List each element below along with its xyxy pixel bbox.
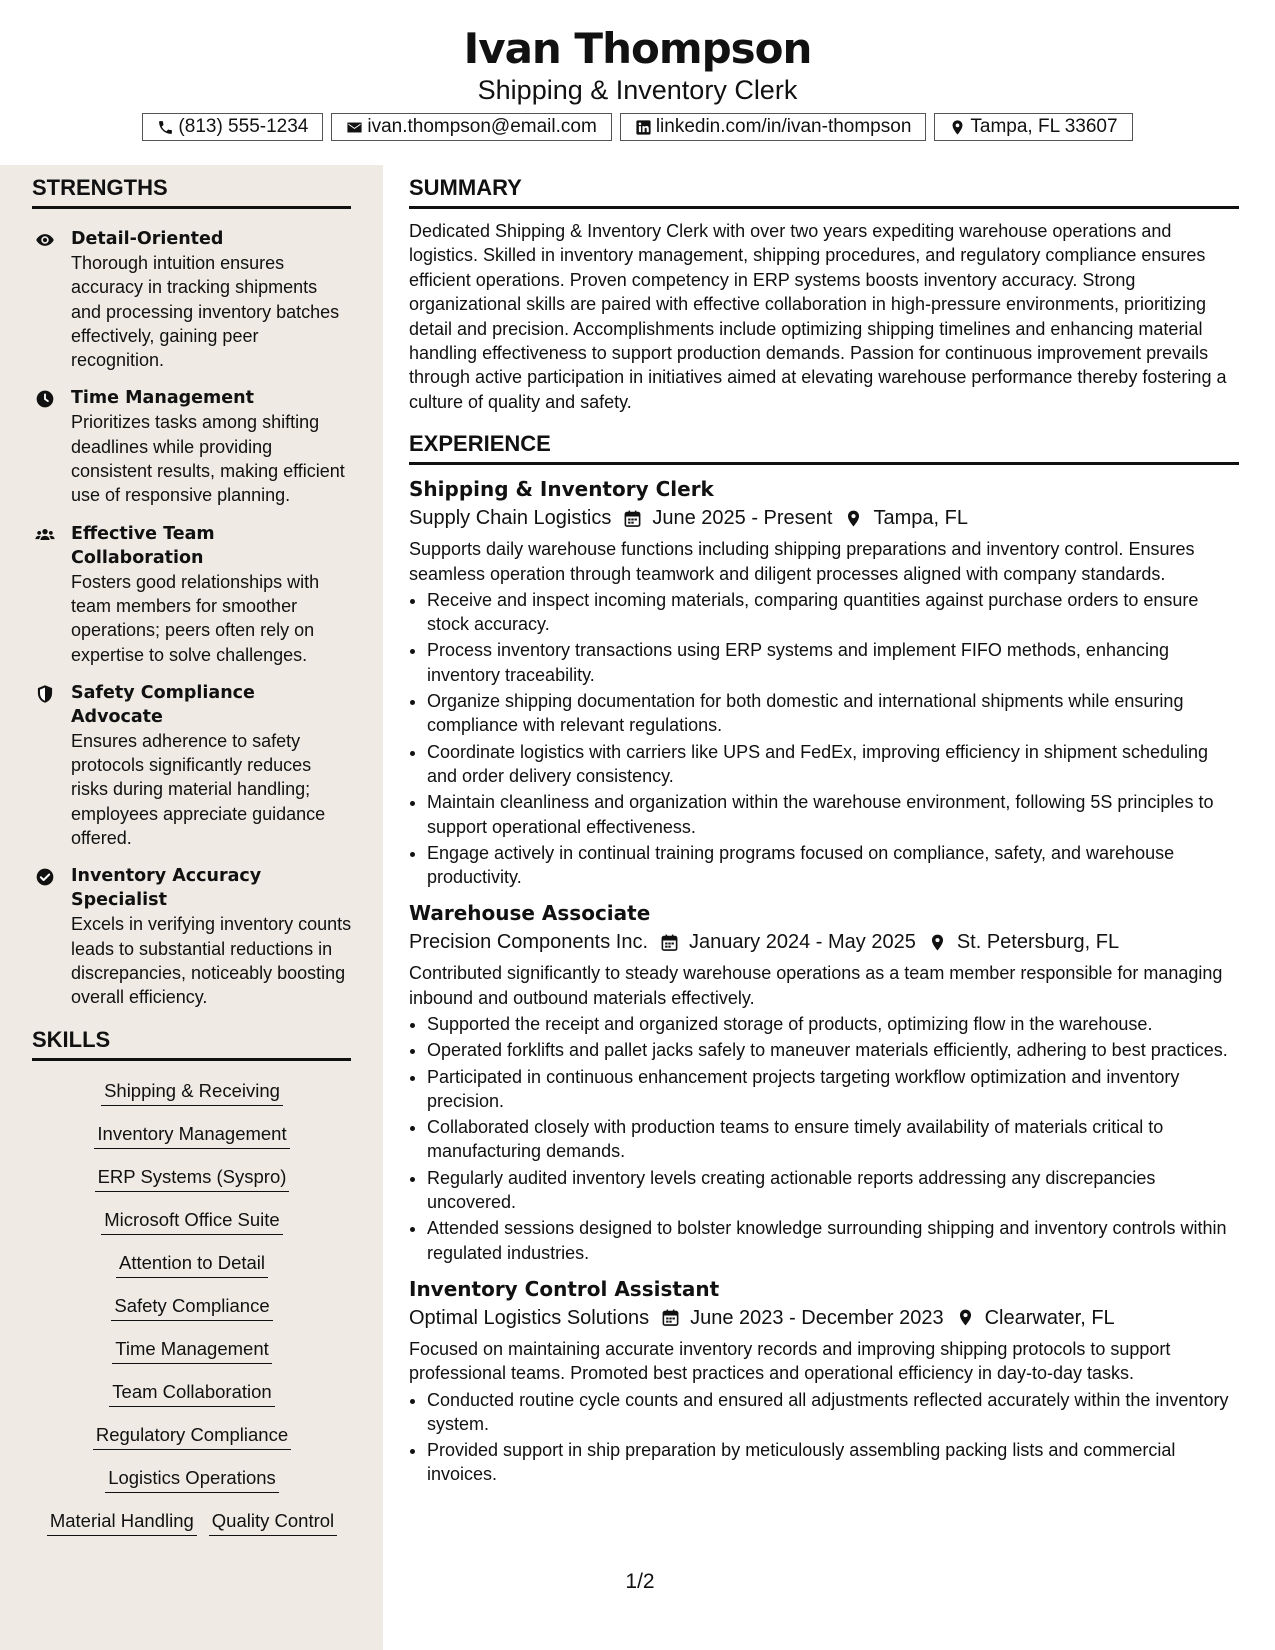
bullet-item: • Regularly audited inventory levels creating actionable reports addressing any discrepancies uncovered. xyxy=(427,1166,1239,1215)
job-description: Focused on maintaining accurate inventory records and improving shipping protocols to support professional teams. Promoted best practices and operational efficiency in day-to-day tasks. xyxy=(409,1338,1171,1384)
job-dates: June 2023 - December 2023 xyxy=(690,1306,944,1329)
job-entry xyxy=(409,1275,1239,1487)
strength-item xyxy=(32,681,352,850)
skill-tag: Regulatory Compliance xyxy=(93,1424,291,1450)
job-title: Inventory Control Assistant xyxy=(409,1276,720,1301)
contact-location-text: Tampa, FL 33607 xyxy=(970,116,1118,137)
job-meta xyxy=(409,503,1239,533)
skill-tag: Attention to Detail xyxy=(116,1252,268,1278)
skill-tag: Quality Control xyxy=(209,1510,337,1536)
calendar-icon xyxy=(623,509,642,528)
location-icon xyxy=(928,933,947,952)
job-bullets xyxy=(409,588,1239,890)
job-location: Clearwater, FL xyxy=(984,1306,1115,1329)
summary-heading: SUMMARY xyxy=(409,174,1239,209)
bullet-item: • Supported the receipt and organized storage of products, optimizing flow in the warehouse. xyxy=(427,1012,1239,1036)
strengths-heading: STRENGTHS xyxy=(32,174,351,209)
job-meta xyxy=(409,927,1239,957)
clock-icon xyxy=(34,389,56,409)
location-icon xyxy=(844,509,863,528)
job-dates: June 2025 - Present xyxy=(652,507,833,530)
strength-title: Time Management xyxy=(71,388,254,409)
job-title: Shipping & Inventory Clerk xyxy=(409,477,714,502)
job-title: Warehouse Associate xyxy=(409,901,651,926)
bullet-item: • Conducted routine cycle counts and ensured all adjustments reflected accurately within the inventory system. xyxy=(427,1388,1239,1437)
job-location: Tampa, FL xyxy=(873,507,968,530)
contact-linkedin[interactable] xyxy=(620,113,927,141)
job-company: Precision Components Inc. xyxy=(409,931,649,954)
eye-icon xyxy=(34,230,56,250)
strength-title: Inventory Accuracy Specialist xyxy=(71,866,262,911)
bullet-item: • Maintain cleanliness and organization within the warehouse environment, following 5S principles to support operational effectiveness. xyxy=(427,790,1239,839)
candidate-name: Ivan Thompson xyxy=(463,24,812,73)
skill-tag: Material Handling xyxy=(47,1510,197,1536)
experience-heading: EXPERIENCE xyxy=(409,430,1239,465)
skill-tag: Shipping & Receiving xyxy=(101,1080,283,1106)
linkedin-icon xyxy=(635,119,652,136)
bullet-item: • Coordinate logistics with carriers like UPS and FedEx, improving efficiency in shipment scheduling and order delivery consistency. xyxy=(427,740,1239,789)
strength-item xyxy=(32,522,352,667)
contact-phone xyxy=(142,113,323,141)
strength-description: Excels in verifying inventory counts leads to substantial reductions in discrepancies, noticeably boosting overall efficiency. xyxy=(71,914,352,1008)
bullet-item: • Attended sessions designed to bolster knowledge surrounding shipping and inventory controls within regulated industries. xyxy=(427,1216,1239,1265)
strength-title: Safety Compliance Advocate xyxy=(71,682,255,727)
skill-tag: Time Management xyxy=(112,1338,272,1364)
strength-description: Fosters good relationships with team members for smoother operations; peers often rely on expertise to solve challenges. xyxy=(71,571,320,665)
job-location: St. Petersburg, FL xyxy=(956,931,1120,954)
contact-location xyxy=(934,113,1132,141)
strength-item xyxy=(32,386,352,507)
users-icon xyxy=(34,525,56,545)
strength-description: Prioritizes tasks among shifting deadlines while providing consistent results, making efficient use of responsive planning. xyxy=(71,412,345,506)
bullet-item: • Operated forklifts and pallet jacks safely to maneuver materials efficiently, adhering to best practices. xyxy=(427,1038,1239,1062)
job-company: Optimal Logistics Solutions xyxy=(409,1306,650,1329)
envelope-icon xyxy=(346,119,363,136)
summary-text: Dedicated Shipping & Inventory Clerk with over two years expediting warehouse operations and logistics. Skilled in inventory management, shipping procedures, and regulatory compliance ensures efficient operations. Proven competency in ERP systems boosts inventory accuracy. Strong organizational skills are paired with effective collaboration in high-pressure environments, prioritizing detail and precision. Accomplishments include optimizing shipping timelines and enhancing material handling effectiveness to support production demands. Passion for continuous improvement prevails through active participation in initiatives aimed at elevating warehouse performance thereby fostering a culture of quality and safety. xyxy=(409,221,1227,412)
bullet-item: • Process inventory transactions using ERP systems and implement FIFO methods, enhancing inventory traceability. xyxy=(427,638,1239,687)
job-entry xyxy=(409,899,1239,1265)
candidate-title: Shipping & Inventory Clerk xyxy=(477,75,798,105)
bullet-item: • Collaborated closely with production teams to ensure timely availability of materials critical to manufacturing demands. xyxy=(427,1115,1239,1164)
contact-bar xyxy=(0,113,1275,141)
job-description: Contributed significantly to steady warehouse operations as a team member responsible for managing inbound and outbound materials effectively. xyxy=(409,963,1223,1008)
calendar-icon xyxy=(661,1308,680,1327)
contact-email-text[interactable]: ivan.thompson@email.com xyxy=(367,116,597,137)
skill-tag: ERP Systems (Syspro) xyxy=(95,1166,290,1192)
job-bullets xyxy=(409,1012,1239,1265)
bullet-item: • Participated in continuous enhancement projects targeting workflow optimization and inventory precision. xyxy=(427,1065,1239,1114)
skill-tag: Microsoft Office Suite xyxy=(101,1209,282,1235)
job-bullets xyxy=(409,1388,1239,1487)
strength-title: Detail-Oriented xyxy=(71,229,224,249)
strength-item xyxy=(32,864,352,1009)
strengths-list xyxy=(32,227,352,1024)
skill-tag: Logistics Operations xyxy=(105,1467,279,1493)
main-column xyxy=(409,165,1239,1489)
job-meta xyxy=(409,1303,1239,1333)
bullet-item: • Engage actively in continual training programs focused on compliance, safety, and warehouse productivity. xyxy=(427,841,1239,890)
page-number: 1/2 xyxy=(625,1570,655,1593)
bullet-item: • Receive and inspect incoming materials, comparing quantities against purchase orders to ensure stock accuracy. xyxy=(427,588,1239,637)
contact-email[interactable] xyxy=(331,113,611,141)
bullet-item: • Provided support in ship preparation by meticulously assembling packing lists and commercial invoices. xyxy=(427,1438,1239,1487)
phone-icon xyxy=(157,119,174,136)
strength-description: Ensures adherence to safety protocols significantly reduces risks during material handling; employees appreciate guidance offered. xyxy=(71,730,326,849)
job-description: Supports daily warehouse functions including shipping preparations and inventory control. Ensures seamless operation through teamwork and diligent processes aligned with company standards. xyxy=(409,539,1195,584)
calendar-icon xyxy=(660,933,679,952)
skill-tag: Team Collaboration xyxy=(109,1381,274,1407)
check-circle-icon xyxy=(34,867,56,887)
shield-icon xyxy=(34,684,56,704)
bullet-item: • Organize shipping documentation for both domestic and international shipments while ensuring compliance with relevant regulations. xyxy=(427,689,1239,738)
contact-linkedin-text[interactable]: linkedin.com/in/ivan-thompson xyxy=(655,116,912,137)
strength-title: Effective Team Collaboration xyxy=(71,523,215,568)
location-icon xyxy=(949,119,966,136)
sidebar xyxy=(0,165,383,1650)
job-dates: January 2024 - May 2025 xyxy=(689,931,916,954)
resume-header xyxy=(0,0,1275,165)
skills-heading: SKILLS xyxy=(32,1026,351,1061)
location-icon xyxy=(956,1308,975,1327)
job-company: Supply Chain Logistics xyxy=(409,507,612,530)
skill-tag: Inventory Management xyxy=(94,1123,289,1149)
contact-phone-text: (813) 555-1234 xyxy=(178,116,309,137)
strength-description: Thorough intuition ensures accuracy in tracking shipments and processing inventory batches effectively, gaining peer recognition. xyxy=(71,253,340,371)
strength-item xyxy=(32,227,352,372)
skills-list xyxy=(32,1080,352,1553)
job-entry xyxy=(409,475,1239,889)
skill-tag: Safety Compliance xyxy=(111,1295,272,1321)
